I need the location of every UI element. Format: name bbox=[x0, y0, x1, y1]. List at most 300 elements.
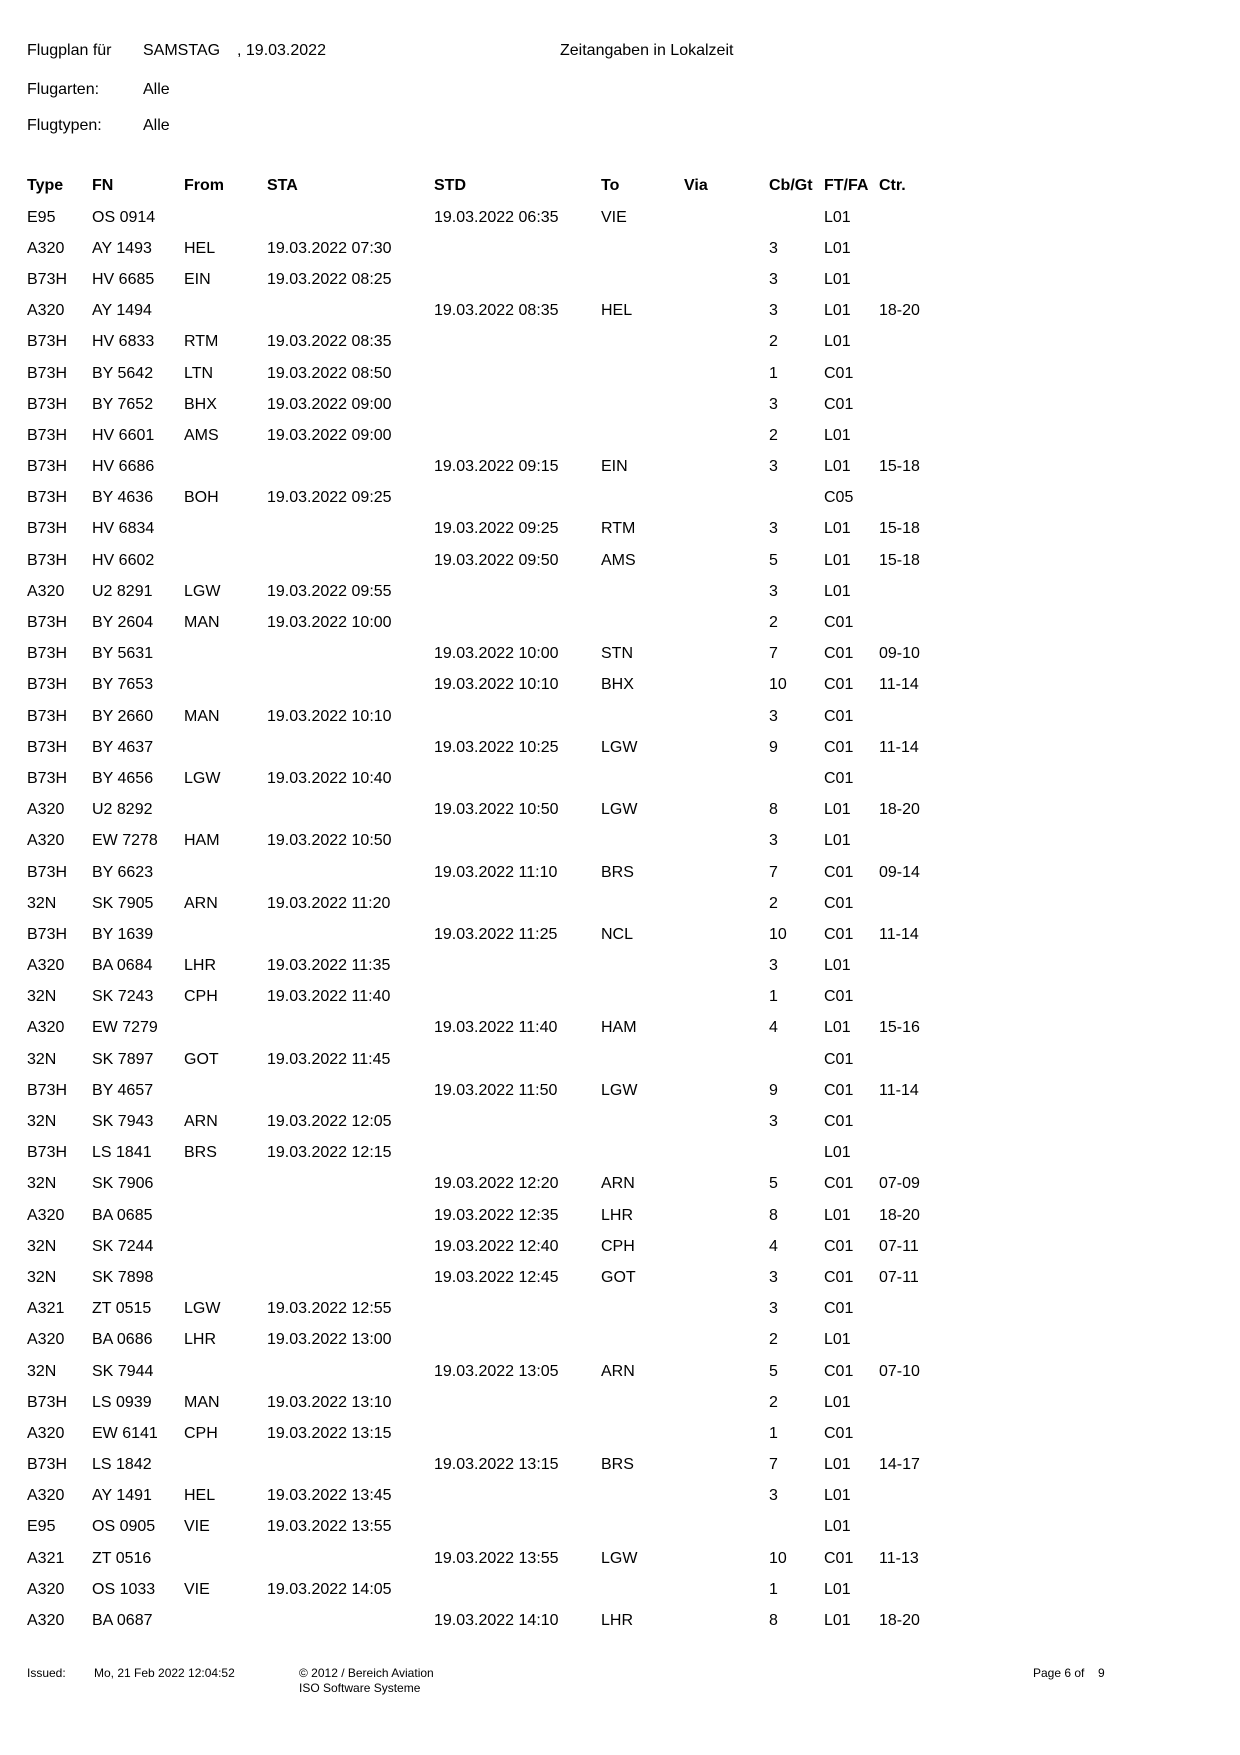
cell-ftfa: C01 bbox=[824, 364, 854, 382]
cell-fn: SK 7906 bbox=[92, 1175, 154, 1193]
cell-fn: ZT 0515 bbox=[92, 1300, 152, 1318]
cell-std: 19.03.2022 10:50 bbox=[434, 801, 559, 819]
cell-from bbox=[184, 1075, 267, 1106]
cell-via bbox=[684, 514, 769, 545]
copyright-line1: © 2012 / Bereich Aviation bbox=[299, 1666, 434, 1680]
table-header-row bbox=[27, 172, 939, 202]
cell-sta bbox=[267, 795, 434, 826]
table-row bbox=[27, 233, 939, 264]
cell-ftfa: C01 bbox=[824, 894, 854, 912]
cell-ftfa: C01 bbox=[824, 395, 854, 413]
cell-std bbox=[434, 1138, 601, 1169]
cell-sta bbox=[267, 1075, 434, 1106]
cell-cbgt: 3 bbox=[769, 239, 778, 257]
cell-sta: 19.03.2022 08:25 bbox=[267, 270, 392, 288]
cell-to bbox=[601, 1512, 684, 1543]
cell-from bbox=[184, 545, 267, 576]
cell-fn: LS 1842 bbox=[92, 1456, 152, 1474]
cell-to bbox=[601, 1574, 684, 1605]
col-header-ftfa: FT/FA bbox=[824, 177, 869, 194]
table-row bbox=[27, 670, 939, 701]
cell-sta bbox=[267, 1231, 434, 1262]
cell-cbgt: 3 bbox=[769, 270, 778, 288]
cell-type: B73H bbox=[27, 364, 68, 382]
cell-std bbox=[434, 1044, 601, 1075]
cell-sta: 19.03.2022 08:50 bbox=[267, 364, 392, 382]
cell-cbgt: 2 bbox=[769, 614, 778, 632]
cell-to bbox=[601, 358, 684, 389]
cell-type: B73H bbox=[27, 1081, 68, 1099]
cell-cbgt: 10 bbox=[769, 925, 787, 943]
cell-ctr bbox=[879, 264, 939, 295]
cell-fn: BY 7652 bbox=[92, 395, 154, 413]
cell-sta bbox=[267, 514, 434, 545]
cell-via bbox=[684, 296, 769, 327]
cell-sta bbox=[267, 1013, 434, 1044]
cell-via bbox=[684, 1294, 769, 1325]
cell-fn: BA 0685 bbox=[92, 1206, 153, 1224]
cell-ftfa: C01 bbox=[824, 645, 854, 663]
cell-ctr bbox=[879, 701, 939, 732]
table-row bbox=[27, 732, 939, 763]
cell-cbgt bbox=[769, 1512, 824, 1543]
cell-to bbox=[601, 576, 684, 607]
cell-via bbox=[684, 1013, 769, 1044]
flugtypen-value: Alle bbox=[143, 117, 170, 134]
cell-ctr bbox=[879, 1481, 939, 1512]
cell-via bbox=[684, 1044, 769, 1075]
cell-sta bbox=[267, 1450, 434, 1481]
cell-cbgt: 3 bbox=[769, 1487, 778, 1505]
cell-std: 19.03.2022 06:35 bbox=[434, 208, 559, 226]
cell-ctr bbox=[879, 951, 939, 982]
cell-std bbox=[434, 701, 601, 732]
cell-ctr bbox=[879, 233, 939, 264]
table-row bbox=[27, 795, 939, 826]
cell-via bbox=[684, 1512, 769, 1543]
cell-ctr bbox=[879, 1294, 939, 1325]
cell-type: A320 bbox=[27, 1487, 65, 1505]
cell-fn: SK 7243 bbox=[92, 988, 154, 1006]
cell-sta: 19.03.2022 09:00 bbox=[267, 395, 392, 413]
cell-sta: 19.03.2022 08:35 bbox=[267, 333, 392, 351]
cell-to: VIE bbox=[601, 208, 627, 226]
cell-from: ARN bbox=[184, 1113, 218, 1131]
cell-to bbox=[601, 1418, 684, 1449]
cell-to bbox=[601, 1138, 684, 1169]
cell-fn: OS 0914 bbox=[92, 208, 156, 226]
cell-from: HEL bbox=[184, 239, 216, 257]
cell-to bbox=[601, 607, 684, 638]
cell-std bbox=[434, 982, 601, 1013]
cell-type: 32N bbox=[27, 988, 57, 1006]
cell-via bbox=[684, 670, 769, 701]
cell-ftfa: L01 bbox=[824, 333, 851, 351]
cell-type: B73H bbox=[27, 925, 68, 943]
cell-cbgt: 3 bbox=[769, 1300, 778, 1318]
cell-std bbox=[434, 576, 601, 607]
cell-ftfa: C01 bbox=[824, 1081, 854, 1099]
cell-sta: 19.03.2022 12:55 bbox=[267, 1300, 392, 1318]
cell-std bbox=[434, 420, 601, 451]
cell-to bbox=[601, 389, 684, 420]
table-row bbox=[27, 1605, 939, 1636]
cell-sta: 19.03.2022 11:20 bbox=[267, 894, 391, 912]
cell-to: GOT bbox=[601, 1268, 636, 1286]
cell-via bbox=[684, 420, 769, 451]
cell-fn: BY 4657 bbox=[92, 1081, 154, 1099]
cell-cbgt: 5 bbox=[769, 551, 778, 569]
cell-to: LGW bbox=[601, 801, 638, 819]
cell-from: GOT bbox=[184, 1050, 219, 1068]
cell-to: ARN bbox=[601, 1362, 635, 1380]
table-row bbox=[27, 1325, 939, 1356]
cell-cbgt: 8 bbox=[769, 1612, 778, 1630]
cell-from bbox=[184, 1605, 267, 1636]
cell-fn: BY 6623 bbox=[92, 863, 154, 881]
cell-type: A320 bbox=[27, 1424, 65, 1442]
cell-type: 32N bbox=[27, 1268, 57, 1286]
cell-ftfa: L01 bbox=[824, 1144, 851, 1162]
cell-std bbox=[434, 607, 601, 638]
cell-cbgt: 10 bbox=[769, 676, 787, 694]
cell-std bbox=[434, 1481, 601, 1512]
cell-from bbox=[184, 514, 267, 545]
cell-type: A320 bbox=[27, 801, 65, 819]
cell-via bbox=[684, 1262, 769, 1293]
cell-from bbox=[184, 1450, 267, 1481]
cell-ctr bbox=[879, 389, 939, 420]
cell-fn: OS 1033 bbox=[92, 1580, 156, 1598]
cell-from bbox=[184, 919, 267, 950]
cell-cbgt bbox=[769, 483, 824, 514]
cell-fn: BA 0687 bbox=[92, 1612, 153, 1630]
cell-sta bbox=[267, 1543, 434, 1574]
cell-cbgt: 10 bbox=[769, 1549, 787, 1567]
cell-ctr: 15-18 bbox=[879, 520, 920, 538]
table-row bbox=[27, 607, 939, 638]
cell-fn: BY 5631 bbox=[92, 645, 154, 663]
table-row bbox=[27, 1294, 939, 1325]
cell-ftfa: L01 bbox=[824, 302, 851, 320]
cell-std bbox=[434, 264, 601, 295]
cell-ctr: 18-20 bbox=[879, 1612, 920, 1630]
cell-type: B73H bbox=[27, 769, 68, 787]
cell-ctr bbox=[879, 327, 939, 358]
cell-cbgt: 8 bbox=[769, 1206, 778, 1224]
cell-ftfa: C01 bbox=[824, 614, 854, 632]
cell-std: 19.03.2022 09:50 bbox=[434, 551, 559, 569]
cell-fn: SK 7944 bbox=[92, 1362, 154, 1380]
cell-via bbox=[684, 545, 769, 576]
cell-ftfa: C01 bbox=[824, 1175, 854, 1193]
cell-fn: HV 6685 bbox=[92, 270, 155, 288]
cell-to bbox=[601, 483, 684, 514]
cell-std bbox=[434, 1387, 601, 1418]
cell-ctr bbox=[879, 358, 939, 389]
cell-ctr: 11-14 bbox=[879, 925, 919, 943]
table-row bbox=[27, 888, 939, 919]
cell-sta bbox=[267, 919, 434, 950]
cell-ctr: 15-18 bbox=[879, 551, 920, 569]
table-row bbox=[27, 1356, 939, 1387]
cell-to bbox=[601, 1387, 684, 1418]
cell-cbgt: 2 bbox=[769, 426, 778, 444]
cell-via bbox=[684, 202, 769, 233]
cell-fn: AY 1493 bbox=[92, 239, 152, 257]
cell-from bbox=[184, 296, 267, 327]
cell-to bbox=[601, 1325, 684, 1356]
cell-type: A321 bbox=[27, 1300, 65, 1318]
cell-ftfa: C01 bbox=[824, 1424, 854, 1442]
cell-type: B73H bbox=[27, 1456, 68, 1474]
table-row bbox=[27, 1013, 939, 1044]
cell-to: HAM bbox=[601, 1019, 637, 1037]
cell-ctr: 18-20 bbox=[879, 801, 920, 819]
table-row bbox=[27, 1418, 939, 1449]
col-header-via: Via bbox=[684, 177, 708, 194]
cell-type: B73H bbox=[27, 458, 68, 476]
cell-std: 19.03.2022 12:20 bbox=[434, 1175, 559, 1193]
cell-from: LGW bbox=[184, 582, 221, 600]
cell-to bbox=[601, 233, 684, 264]
cell-via bbox=[684, 483, 769, 514]
col-header-sta: STA bbox=[267, 177, 298, 194]
cell-via bbox=[684, 1169, 769, 1200]
cell-cbgt: 5 bbox=[769, 1175, 778, 1193]
cell-std: 19.03.2022 10:25 bbox=[434, 738, 559, 756]
cell-via bbox=[684, 1325, 769, 1356]
cell-type: B73H bbox=[27, 676, 68, 694]
cell-via bbox=[684, 1200, 769, 1231]
cell-sta: 19.03.2022 14:05 bbox=[267, 1580, 392, 1598]
cell-to bbox=[601, 951, 684, 982]
cell-ctr: 09-10 bbox=[879, 645, 920, 663]
cell-std bbox=[434, 358, 601, 389]
cell-sta: 19.03.2022 12:05 bbox=[267, 1113, 392, 1131]
cell-type: B73H bbox=[27, 707, 68, 725]
cell-std: 19.03.2022 13:05 bbox=[434, 1362, 559, 1380]
cell-fn: BY 5642 bbox=[92, 364, 154, 382]
table-row bbox=[27, 1574, 939, 1605]
cell-sta bbox=[267, 670, 434, 701]
cell-std: 19.03.2022 11:50 bbox=[434, 1081, 558, 1099]
flugarten-label: Flugarten: bbox=[27, 81, 100, 98]
cell-sta bbox=[267, 1169, 434, 1200]
cell-fn: LS 0939 bbox=[92, 1393, 152, 1411]
cell-ctr bbox=[879, 1574, 939, 1605]
cell-ftfa: L01 bbox=[824, 801, 851, 819]
cell-type: B73H bbox=[27, 520, 68, 538]
table-row bbox=[27, 1075, 939, 1106]
cell-std: 19.03.2022 10:10 bbox=[434, 676, 559, 694]
cell-to: BHX bbox=[601, 676, 634, 694]
cell-from: AMS bbox=[184, 426, 219, 444]
cell-cbgt: 2 bbox=[769, 894, 778, 912]
cell-fn: SK 7905 bbox=[92, 894, 154, 912]
cell-type: 32N bbox=[27, 1362, 57, 1380]
cell-ftfa: L01 bbox=[824, 426, 851, 444]
cell-to: STN bbox=[601, 645, 633, 663]
cell-ctr bbox=[879, 888, 939, 919]
cell-cbgt: 1 bbox=[769, 1580, 778, 1598]
cell-fn: OS 0905 bbox=[92, 1518, 156, 1536]
cell-to: ARN bbox=[601, 1175, 635, 1193]
cell-ftfa: C01 bbox=[824, 1113, 854, 1131]
cell-from: LGW bbox=[184, 769, 221, 787]
cell-cbgt: 7 bbox=[769, 1456, 778, 1474]
cell-ctr: 11-14 bbox=[879, 1081, 919, 1099]
cell-to: RTM bbox=[601, 520, 636, 538]
cell-ftfa: C01 bbox=[824, 707, 854, 725]
cell-std: 19.03.2022 11:40 bbox=[434, 1019, 558, 1037]
col-header-ctr: Ctr. bbox=[879, 177, 906, 194]
cell-via bbox=[684, 951, 769, 982]
cell-sta: 19.03.2022 13:45 bbox=[267, 1487, 392, 1505]
cell-via bbox=[684, 1574, 769, 1605]
cell-sta bbox=[267, 1356, 434, 1387]
cell-cbgt: 3 bbox=[769, 302, 778, 320]
cell-from: BOH bbox=[184, 489, 219, 507]
table-row bbox=[27, 1169, 939, 1200]
cell-cbgt: 3 bbox=[769, 520, 778, 538]
table-row bbox=[27, 857, 939, 888]
cell-cbgt: 5 bbox=[769, 1362, 778, 1380]
cell-sta bbox=[267, 1262, 434, 1293]
flight-plan-table bbox=[27, 172, 939, 1637]
cell-from bbox=[184, 1169, 267, 1200]
cell-std bbox=[434, 327, 601, 358]
cell-ftfa: L01 bbox=[824, 1331, 851, 1349]
cell-via bbox=[684, 919, 769, 950]
cell-type: A320 bbox=[27, 1580, 65, 1598]
cell-from: RTM bbox=[184, 333, 219, 351]
cell-ctr bbox=[879, 1044, 939, 1075]
cell-ctr: 18-20 bbox=[879, 302, 920, 320]
cell-to bbox=[601, 1481, 684, 1512]
cell-fn: SK 7244 bbox=[92, 1237, 154, 1255]
flugplan-label: Flugplan für bbox=[27, 42, 112, 59]
table-row bbox=[27, 982, 939, 1013]
cell-from: CPH bbox=[184, 1424, 218, 1442]
cell-to bbox=[601, 826, 684, 857]
cell-sta bbox=[267, 452, 434, 483]
cell-ctr bbox=[879, 607, 939, 638]
cell-via bbox=[684, 1075, 769, 1106]
cell-ctr bbox=[879, 1387, 939, 1418]
cell-to: BRS bbox=[601, 863, 634, 881]
cell-via bbox=[684, 826, 769, 857]
cell-ftfa: L01 bbox=[824, 208, 851, 226]
cell-std bbox=[434, 1418, 601, 1449]
cell-ftfa: L01 bbox=[824, 1393, 851, 1411]
cell-fn: AY 1491 bbox=[92, 1487, 152, 1505]
page-label: Page 6 of bbox=[1033, 1666, 1085, 1680]
cell-std bbox=[434, 1294, 601, 1325]
cell-type: E95 bbox=[27, 1518, 56, 1536]
cell-type: A320 bbox=[27, 957, 65, 975]
cell-to: LGW bbox=[601, 738, 638, 756]
table-row bbox=[27, 452, 939, 483]
cell-from bbox=[184, 1013, 267, 1044]
cell-sta bbox=[267, 639, 434, 670]
cell-ftfa: L01 bbox=[824, 1580, 851, 1598]
cell-sta bbox=[267, 296, 434, 327]
cell-from: LHR bbox=[184, 1331, 217, 1349]
table-row bbox=[27, 358, 939, 389]
table-row bbox=[27, 1106, 939, 1137]
cell-cbgt: 3 bbox=[769, 1113, 778, 1131]
cell-ctr bbox=[879, 1418, 939, 1449]
cell-ctr: 09-14 bbox=[879, 863, 920, 881]
cell-ftfa: L01 bbox=[824, 270, 851, 288]
cell-ctr bbox=[879, 202, 939, 233]
cell-cbgt: 4 bbox=[769, 1237, 778, 1255]
cell-fn: BY 4637 bbox=[92, 738, 154, 756]
table-row bbox=[27, 420, 939, 451]
col-header-to: To bbox=[601, 177, 620, 194]
cell-from bbox=[184, 670, 267, 701]
cell-from: EIN bbox=[184, 270, 211, 288]
cell-ctr bbox=[879, 826, 939, 857]
cell-ftfa: L01 bbox=[824, 1456, 851, 1474]
cell-fn: HV 6833 bbox=[92, 333, 155, 351]
cell-ftfa: C01 bbox=[824, 1268, 854, 1286]
cell-fn: BY 4656 bbox=[92, 769, 154, 787]
cell-ctr bbox=[879, 1106, 939, 1137]
cell-via bbox=[684, 452, 769, 483]
cell-cbgt: 7 bbox=[769, 863, 778, 881]
table-row bbox=[27, 1231, 939, 1262]
cell-fn: SK 7943 bbox=[92, 1113, 154, 1131]
cell-ctr: 11-13 bbox=[879, 1549, 919, 1567]
cell-via bbox=[684, 1543, 769, 1574]
cell-type: B73H bbox=[27, 645, 68, 663]
cell-fn: LS 1841 bbox=[92, 1144, 152, 1162]
cell-fn: HV 6686 bbox=[92, 458, 155, 476]
cell-sta: 19.03.2022 13:10 bbox=[267, 1393, 392, 1411]
table-body bbox=[27, 202, 939, 1637]
cell-std: 19.03.2022 08:35 bbox=[434, 302, 559, 320]
cell-type: 32N bbox=[27, 1050, 57, 1068]
cell-via bbox=[684, 607, 769, 638]
cell-std: 19.03.2022 12:40 bbox=[434, 1237, 559, 1255]
cell-std bbox=[434, 483, 601, 514]
cell-sta: 19.03.2022 07:30 bbox=[267, 239, 392, 257]
cell-fn: BY 4636 bbox=[92, 489, 154, 507]
cell-fn: HV 6601 bbox=[92, 426, 155, 444]
cell-type: A320 bbox=[27, 302, 65, 320]
cell-cbgt: 2 bbox=[769, 1393, 778, 1411]
cell-type: B73H bbox=[27, 333, 68, 351]
table-row bbox=[27, 701, 939, 732]
cell-from: LGW bbox=[184, 1300, 221, 1318]
cell-sta: 19.03.2022 11:35 bbox=[267, 957, 391, 975]
cell-sta: 19.03.2022 12:15 bbox=[267, 1144, 392, 1162]
cell-from: BHX bbox=[184, 395, 217, 413]
cell-fn: EW 6141 bbox=[92, 1424, 158, 1442]
cell-type: A320 bbox=[27, 832, 65, 850]
cell-std bbox=[434, 951, 601, 982]
table-row bbox=[27, 327, 939, 358]
cell-ftfa: L01 bbox=[824, 520, 851, 538]
cell-to bbox=[601, 264, 684, 295]
cell-from bbox=[184, 452, 267, 483]
cell-ftfa: C01 bbox=[824, 863, 854, 881]
cell-via bbox=[684, 576, 769, 607]
cell-sta: 19.03.2022 09:25 bbox=[267, 489, 392, 507]
cell-via bbox=[684, 795, 769, 826]
